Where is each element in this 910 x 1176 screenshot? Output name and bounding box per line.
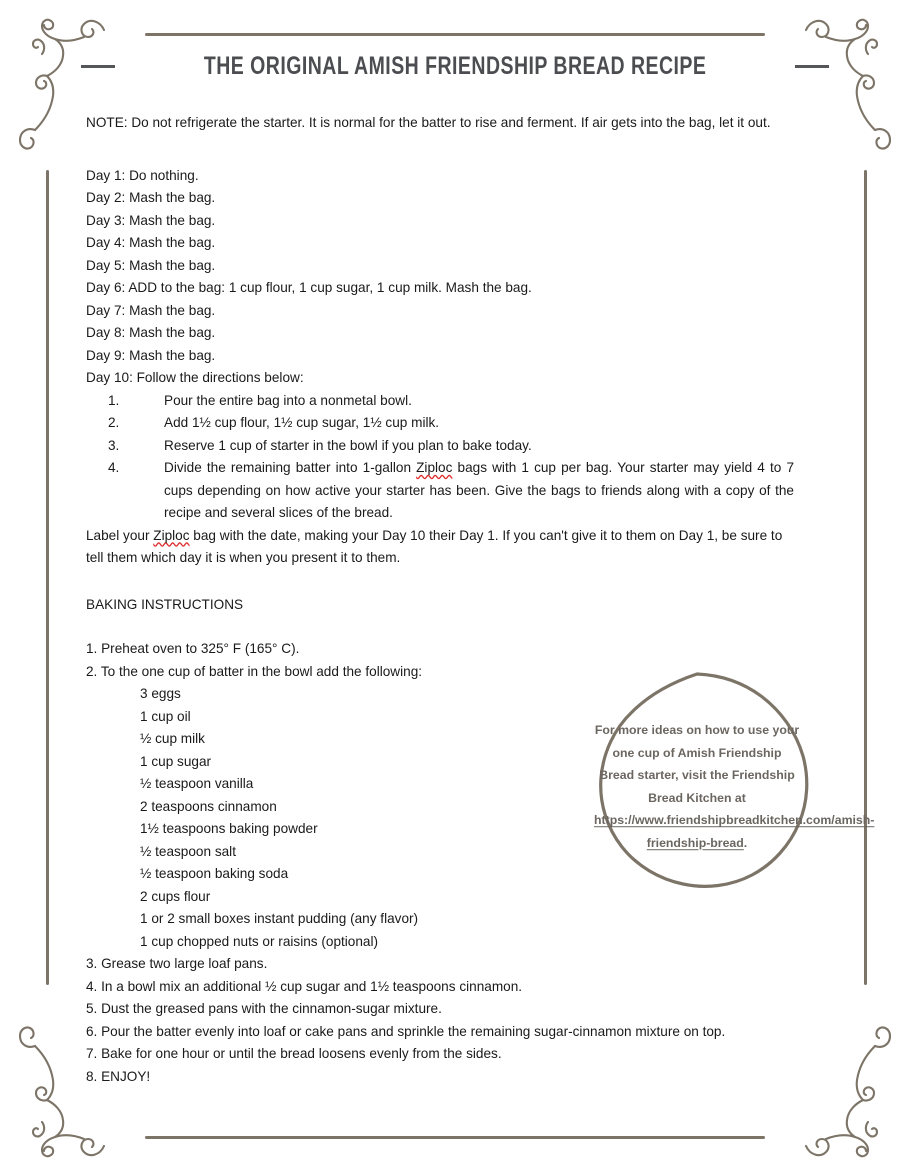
label-text-after: bag with the date, making your Day 10 their Day 1. If you can't give it to them on Day 1, be sure to tell them which day it is when you present it to them. xyxy=(86,527,783,565)
bottom-horizontal-rule xyxy=(145,1136,765,1139)
day-line: Day 4: Mash the bag. xyxy=(86,235,216,250)
step-number: 3. xyxy=(108,437,120,453)
misspelled-word: Ziploc xyxy=(153,527,190,543)
day-line: Day 7: Mash the bag. xyxy=(86,302,216,318)
title-dash-left-icon xyxy=(81,65,115,68)
baking-step: 5. Dust the greased pans with the cinnamon-sugar mixture. xyxy=(86,1001,442,1016)
baking-step-2: 2. To the one cup of batter in the bowl add the following: xyxy=(86,663,423,679)
corner-flourish-top-right-icon xyxy=(794,8,902,173)
step-number: 2. xyxy=(108,415,120,430)
callout-text xyxy=(594,719,875,855)
baking-step: 3. Grease two large loaf pans. xyxy=(86,956,268,971)
top-horizontal-rule xyxy=(145,33,765,36)
section-spacer xyxy=(86,570,794,594)
step-text xyxy=(164,457,794,525)
step-text: Reserve 1 cup of starter in the bowl if you plan to bake today. xyxy=(164,437,532,453)
day-line: Day 8: Mash the bag. xyxy=(86,325,216,340)
ingredient-item: ½ cup milk xyxy=(140,731,205,746)
day-line: Day 2: Mash the bag. xyxy=(86,190,216,205)
day-ten-step xyxy=(86,457,794,525)
ingredient-item: 1 cup chopped nuts or raisins (optional) xyxy=(140,933,379,949)
step-text-after: bags with 1 cup per bag. Your starter may yield 4 to 7 cups depending on how active your starter has been. Give the bags to friends along with a copy of the recipe and several slices of the bread. xyxy=(164,460,794,520)
baking-step: 4. In a bowl mix an additional ½ cup sugar and 1½ teaspoons cinnamon. xyxy=(86,978,523,994)
day-schedule-list xyxy=(86,165,794,390)
day-line: Day 9: Mash the bag. xyxy=(86,347,216,363)
ingredient-item: ½ teaspoon baking soda xyxy=(140,866,289,881)
baking-step: 7. Bake for one hour or until the bread loosens evenly from the sides. xyxy=(86,1046,502,1061)
right-vertical-rule xyxy=(864,170,867,985)
ingredient-item: 1 cup oil xyxy=(140,708,191,724)
day-ten-step xyxy=(86,435,794,458)
recipe-body xyxy=(86,112,794,1088)
page-title-text: THE ORIGINAL AMISH FRIENDSHIP BREAD RECIPE xyxy=(203,52,707,80)
title-dash-right-icon xyxy=(795,65,829,68)
baking-instructions-heading: BAKING INSTRUCTIONS xyxy=(86,596,244,612)
ingredient-item: 1 cup sugar xyxy=(140,753,212,769)
day-ten-steps-list xyxy=(86,390,794,525)
callout-text-before: For more ideas on how to use your one cup of Amish Friendship Bread starter, visit the Friendship Bread Kitchen at xyxy=(594,723,800,805)
left-vertical-rule xyxy=(46,170,49,985)
callout-text-after: . xyxy=(743,836,748,851)
baking-step: 6. Pour the batter evenly into loaf or cake pans and sprinkle the remaining sugar-cinnamon mixture on top. xyxy=(86,1023,726,1039)
label-text-before: Label your xyxy=(86,527,154,543)
ingredient-item: 2 cups flour xyxy=(140,888,211,904)
day-ten-step xyxy=(86,412,794,435)
callout-badge xyxy=(578,668,875,906)
ingredient-item: ½ teaspoon vanilla xyxy=(140,776,254,791)
step-number: 1. xyxy=(108,392,120,408)
day-line: Day 6: ADD to the bag: 1 cup flour, 1 cup sugar, 1 cup milk. Mash the bag. xyxy=(86,280,532,295)
day-line: Day 5: Mash the bag. xyxy=(86,257,216,273)
misspelled-word: Ziploc xyxy=(416,460,453,475)
ingredient-item: 2 teaspoons cinnamon xyxy=(140,798,277,814)
label-bag-paragraph xyxy=(86,525,794,570)
friendship-bread-kitchen-link[interactable]: https://www.friendshipbreadkitchen.com/amish-friendship-bread xyxy=(594,813,875,851)
step-text: Add 1½ cup flour, 1½ cup sugar, 1½ cup milk. xyxy=(164,415,440,430)
day-ten-step xyxy=(86,390,794,413)
baking-remaining-steps xyxy=(86,953,794,1088)
ingredient-item: 1 or 2 small boxes instant pudding (any flavor) xyxy=(140,911,419,926)
day-line: Day 3: Mash the bag. xyxy=(86,212,216,228)
day-line: Day 1: Do nothing. xyxy=(86,167,199,183)
ingredient-item: 3 eggs xyxy=(140,686,181,701)
section-spacer xyxy=(86,616,794,638)
step-number: 4. xyxy=(108,460,120,475)
ingredient-item: 1½ teaspoons baking powder xyxy=(140,821,318,836)
page-title xyxy=(0,52,910,81)
starter-note: NOTE: Do not refrigerate the starter. It is normal for the batter to rise and ferment. If air gets into the bag, let it out. xyxy=(86,115,771,130)
baking-step: 8. ENJOY! xyxy=(86,1068,151,1084)
step-text: Pour the entire bag into a nonmetal bowl. xyxy=(164,392,412,408)
baking-step-1: 1. Preheat oven to 325° F (165° C). xyxy=(86,641,300,656)
day-line: Day 10: Follow the directions below: xyxy=(86,370,304,385)
ingredient-item: ½ teaspoon salt xyxy=(140,843,236,859)
step-text-before: Divide the remaining batter into 1-gallon xyxy=(164,460,417,475)
corner-flourish-bottom-right-icon xyxy=(794,1003,902,1168)
